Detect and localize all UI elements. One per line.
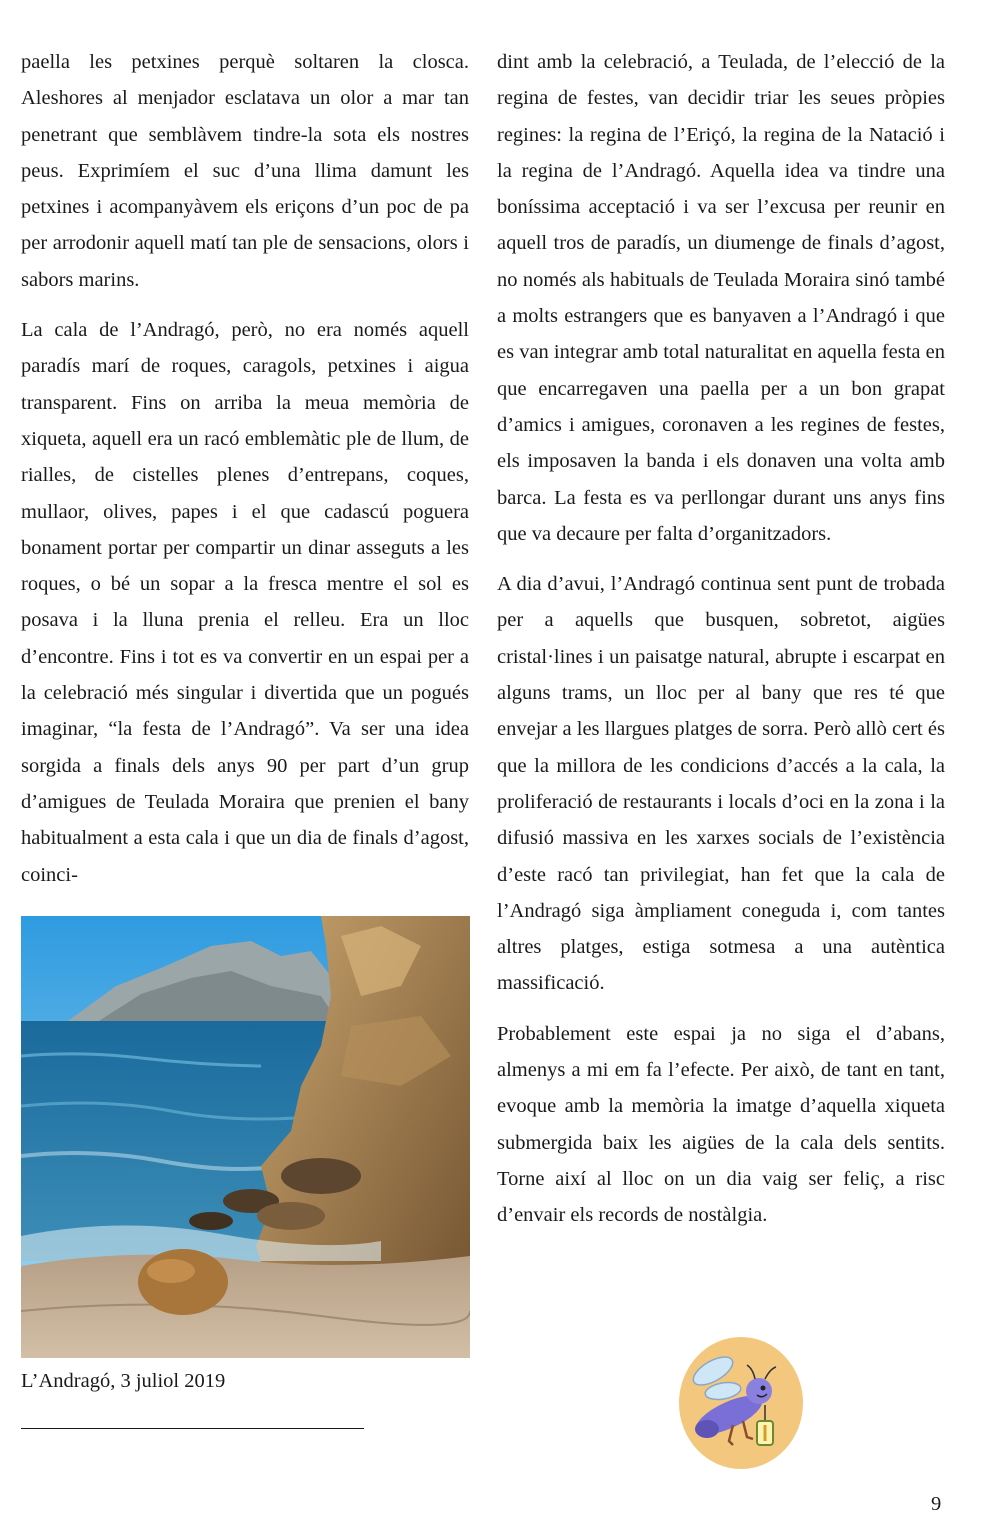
photo-caption: L’Andragó, 3 juliol 2019 [21,1370,226,1392]
paragraph: A dia d’avui, l’Andragó continua sent punt de trobada per a aquells que busquen, sobretot, aigües cristal·lines i un paisatge natural, abrupte i escarpat en alguns trams, un lloc per al bany que res té que envejar a les llargues platges de sorra. Però allò cert és que la millora de les condicions d’accés a la cala, la proliferació de restaurants i locals d’oci en la zona i la difusió massiva en les xarxes socials de l’existència d’este racó tan privilegiat, han fet que la cala de l’Andragó siga àmpliament coneguda i, com tantes altres platges, estiga sotmesa a una autèntica massificació. [497,573,945,995]
page-number: 9 [931,1493,942,1515]
firefly-lantern-icon [673,1333,809,1473]
coast-photo [21,916,470,1358]
paragraph: Probablement este espai ja no siga el d’abans, almenys a mi em fa l’efecte. Per això, de tant en tant, evoque amb la memòria la imatge d’aquella xiqueta submergida baix les aigües de la cala dels sentits. Torne així al lloc on un dia vaig ser feliç, a risc d’envair els records de nostàlgia. [497,1022,945,1227]
left-column [21,44,469,907]
paragraph: paella les petxines perquè soltaren la closca. Aleshores al menjador esclatava un olor a mar tan penetrant que semblàvem tindre-la sota els nostres peus. Exprimíem el suc d’una llima damunt les petxines i acompanyàvem els eriçons d’un poc de pa per arrodonir aquell matí tan ple de sensacions, olors i sabors marins. [21,51,469,291]
right-column [497,44,945,1248]
footnote-divider [21,1428,364,1429]
paragraph: dint amb la celebració, a Teulada, de l’elecció de la regina de festes, van decidir triar les seues pròpies regines: la regina de l’Eriçó, la regina de la Natació i la regina de l’Andragó. Aquella idea va tindre una boníssima acceptació i va ser l’excusa per reunir en aquell tros de paradís, un diumenge de finals d’agost, no només als habituals de Teulada Moraira sinó també a molts estrangers que es banyaven a l’Andragó i que es van integrar amb total naturalitat en aquella festa en que encarregaven una paella per a un bon grapat d’amics i amigues, coronaven a les regines de festes, els imposaven la banda i els donaven una volta amb barca. La festa es va perllongar durant uns anys fins que va decaure per falta d’organitzadors. [497,51,945,545]
paragraph: La cala de l’Andragó, però, no era només aquell paradís marí de roques, caragols, petxines i aigua transparent. Fins on arriba la meua memòria de xiqueta, aquell era un racó emblemàtic ple de llum, de rialles, de cistelles plenes d’entrepans, coques, mullaor, olives, papes i el que cadascú poguera bonament portar per compartir un dinar asseguts a les roques, o bé un sopar a la fresca mentre el sol es posava i la lluna prenia el relleu. Era un lloc d’encontre. Fins i tot es va convertir en un espai per a la celebració més singular i divertida que un pogués imaginar, “la festa de l’Andragó”. Va ser una idea sorgida a finals dels anys 90 per part d’un grup d’amigues de Teulada Moraira que prenien el bany habitualment a esta cala i que un dia de finals d’agost, coinci- [21,319,469,886]
